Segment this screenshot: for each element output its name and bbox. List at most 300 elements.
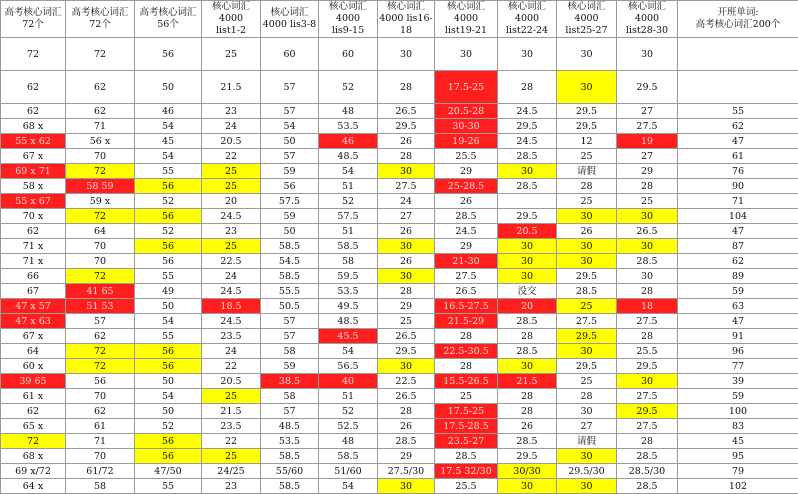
table-cell: 30 — [498, 239, 557, 254]
table-cell: 26.5 — [435, 284, 498, 299]
table-cell: 26 — [557, 224, 617, 239]
table-cell: 51 — [319, 389, 378, 404]
table-cell: 28.5 — [435, 209, 498, 224]
table-cell: 12 — [557, 134, 617, 149]
table-cell: 56 — [135, 254, 202, 269]
table-cell: 30 — [378, 359, 435, 374]
table-cell: 30 — [378, 269, 435, 284]
table-cell: 55 x 67 — [1, 194, 66, 209]
table-cell: 62 — [66, 329, 135, 344]
table-cell: 21.5 — [202, 71, 261, 104]
table-cell: 28.5 — [557, 284, 617, 299]
table-cell: 30 — [617, 38, 678, 71]
table-row — [1, 104, 798, 119]
table-cell: 29.5 — [557, 104, 617, 119]
table-cell: 30 — [498, 359, 557, 374]
column-header — [1, 1, 66, 38]
table-row — [1, 284, 798, 299]
table-cell: 56 — [135, 38, 202, 71]
table-cell: 45 — [135, 134, 202, 149]
table-cell: 29.5 — [617, 71, 678, 104]
table-cell: 28 — [378, 149, 435, 164]
table-cell: 28 — [557, 179, 617, 194]
table-cell: 30 — [617, 209, 678, 224]
table-cell: 52 — [319, 404, 378, 419]
table-cell: 24 — [202, 119, 261, 134]
table-row — [1, 149, 798, 164]
table-cell: 25 — [202, 164, 261, 179]
table-cell: 59 x — [66, 194, 135, 209]
table-cell: 54 — [319, 479, 378, 494]
table-cell: 30 — [498, 479, 557, 494]
table-cell: 67 x — [1, 329, 66, 344]
table-cell: 54 — [261, 119, 319, 134]
table-cell: 27.5/30 — [378, 464, 435, 479]
table-cell: 27.5 — [617, 419, 678, 434]
table-cell: 102 — [678, 479, 798, 494]
table-cell: 21.5 — [202, 404, 261, 419]
table-cell: 62 — [1, 104, 66, 119]
table-cell: 71 x — [1, 239, 66, 254]
table-cell: 70 — [66, 239, 135, 254]
table-cell: 29.5/30 — [557, 464, 617, 479]
table-cell — [678, 38, 798, 71]
table-cell: 52 — [319, 194, 378, 209]
table-cell: 30 — [378, 239, 435, 254]
table-cell: 55 — [135, 329, 202, 344]
table-cell: 30 — [557, 71, 617, 104]
table-cell: 70 — [66, 149, 135, 164]
table-row — [1, 119, 798, 134]
table-cell: 30 — [557, 254, 617, 269]
table-cell: 57 — [261, 104, 319, 119]
table-cell: 28 — [498, 71, 557, 104]
table-cell: 28 — [498, 389, 557, 404]
table-cell: 50 — [135, 299, 202, 314]
table-cell: 54 — [319, 344, 378, 359]
table-cell: 64 x — [1, 479, 66, 494]
table-cell: 24.5 — [202, 284, 261, 299]
table-cell: 30 — [435, 38, 498, 71]
table-cell: 24/25 — [202, 464, 261, 479]
table-cell: 61 x — [1, 389, 66, 404]
table-cell: 30 — [617, 374, 678, 389]
column-header — [557, 1, 617, 38]
table-cell: 69 x 71 — [1, 164, 66, 179]
table-cell: 59 — [261, 359, 319, 374]
table-cell: 39 65 — [1, 374, 66, 389]
table-cell: 30 — [498, 38, 557, 71]
table-row — [1, 404, 798, 419]
table-cell: 59.5 — [319, 269, 378, 284]
table-cell: 52.5 — [319, 419, 378, 434]
table-row — [1, 344, 798, 359]
table-cell: 47/50 — [135, 464, 202, 479]
header-row — [1, 1, 798, 38]
table-cell: 25 — [202, 389, 261, 404]
table-row — [1, 374, 798, 389]
table-cell: 51 — [319, 179, 378, 194]
table-cell: 25 — [435, 389, 498, 404]
table-cell: 30 — [557, 449, 617, 464]
table-cell: 28 — [378, 284, 435, 299]
table-cell: 29 — [378, 449, 435, 464]
table-cell: 69 x/72 — [1, 464, 66, 479]
table-cell: 54.5 — [261, 254, 319, 269]
table-cell: 64 — [1, 344, 66, 359]
table-cell: 26 — [435, 194, 498, 209]
table-cell: 26 — [378, 419, 435, 434]
table-row — [1, 239, 798, 254]
table-cell: 22.5-30.5 — [435, 344, 498, 359]
table-cell: 67 x — [1, 149, 66, 164]
column-header-line: 4000 lis3-8 — [261, 19, 318, 31]
table-cell: 62 — [1, 71, 66, 104]
table-row — [1, 419, 798, 434]
table-cell: 77 — [678, 359, 798, 374]
table-cell: 57 — [261, 71, 319, 104]
column-header — [498, 1, 557, 38]
table-cell: 62 — [66, 104, 135, 119]
table-cell — [498, 194, 557, 209]
table-cell: 28.5 — [498, 149, 557, 164]
table-cell: 71 x — [1, 254, 66, 269]
table-cell: 23.5 — [202, 419, 261, 434]
table-cell: 22.5 — [378, 374, 435, 389]
table-cell: 24.5 — [202, 314, 261, 329]
table-cell: 48 — [319, 104, 378, 119]
table-cell: 30 — [557, 479, 617, 494]
table-cell: 17.5-28.5 — [435, 419, 498, 434]
table-cell: 54 — [135, 119, 202, 134]
table-cell: 48.5 — [319, 314, 378, 329]
table-cell: 58.5 — [261, 269, 319, 284]
column-header-line: 56个 — [135, 19, 201, 31]
table-cell: 50 — [135, 71, 202, 104]
table-cell: 25.5 — [435, 149, 498, 164]
table-cell: 52 — [135, 419, 202, 434]
column-header — [435, 1, 498, 38]
table-cell: 63 — [678, 299, 798, 314]
table-cell: 47 x 57 — [1, 299, 66, 314]
column-header-line: lis9-15 — [319, 25, 377, 37]
table-cell: 29.5 — [498, 209, 557, 224]
table-cell: 30 — [498, 164, 557, 179]
table-cell: 50 — [135, 374, 202, 389]
table-cell: 28.5 — [617, 479, 678, 494]
table-cell: 59 — [678, 389, 798, 404]
table-cell: 58 — [261, 344, 319, 359]
table-cell: 70 x — [1, 209, 66, 224]
table-cell: 58.5 — [261, 479, 319, 494]
table-cell: 29 — [617, 164, 678, 179]
column-header-line: 72个 — [1, 19, 65, 31]
column-header — [202, 1, 261, 38]
table-cell: 30 — [378, 164, 435, 179]
table-cell: 56.5 — [319, 359, 378, 374]
table-cell: 22.5 — [202, 254, 261, 269]
table-cell: 100 — [678, 404, 798, 419]
table-row — [1, 269, 798, 284]
table-cell: 70 — [66, 254, 135, 269]
table-cell: 28 — [378, 71, 435, 104]
table-cell: 26.5 — [378, 389, 435, 404]
table-cell: 17.5-25 — [435, 71, 498, 104]
table-cell: 28.5 — [498, 314, 557, 329]
column-header-line: 高考核心词汇 — [135, 7, 201, 19]
table-cell: 50 — [261, 134, 319, 149]
table-cell: 67 — [1, 284, 66, 299]
table-cell: 22 — [202, 359, 261, 374]
column-header — [617, 1, 678, 38]
table-cell: 66 — [1, 269, 66, 284]
table-cell: 57 — [261, 149, 319, 164]
table-cell: 27.5 — [617, 389, 678, 404]
table-cell: 16.5-27.5 — [435, 299, 498, 314]
table-cell: 24.5 — [435, 224, 498, 239]
column-header-line: 4000 lis16-18 — [378, 13, 434, 37]
table-cell: 76 — [678, 164, 798, 179]
table-cell: 27 — [557, 419, 617, 434]
table-cell: 62 — [1, 404, 66, 419]
table-cell: 18.5 — [202, 299, 261, 314]
table-cell: 70 — [66, 449, 135, 464]
table-row — [1, 179, 798, 194]
table-cell: 53.5 — [319, 119, 378, 134]
column-header-line: 核心词汇4000 — [498, 1, 556, 25]
table-cell: 29.5 — [378, 344, 435, 359]
table-cell: 57.5 — [319, 209, 378, 224]
table-cell: 62 — [1, 224, 66, 239]
table-cell: 20 — [498, 299, 557, 314]
table-cell: 22 — [202, 434, 261, 449]
table-cell: 56 — [135, 449, 202, 464]
column-header-line: 开班单词: — [678, 7, 798, 19]
table-cell: 28.5 — [617, 254, 678, 269]
table-cell: 51 — [319, 224, 378, 239]
table-cell: 27.5 — [378, 179, 435, 194]
table-cell: 26 — [498, 419, 557, 434]
table-row — [1, 209, 798, 224]
table-cell: 51/60 — [319, 464, 378, 479]
table-cell: 72 — [66, 359, 135, 374]
table-cell: 29.5 — [617, 404, 678, 419]
table-cell: 25 — [557, 149, 617, 164]
table-cell: 64 — [66, 224, 135, 239]
table-cell: 24 — [202, 269, 261, 284]
table-cell: 23.5-27 — [435, 434, 498, 449]
table-cell: 30 — [378, 479, 435, 494]
table-row — [1, 224, 798, 239]
table-cell: 30 — [617, 239, 678, 254]
column-header-line: 72个 — [66, 19, 134, 31]
table-cell — [678, 71, 798, 104]
table-cell: 56 — [135, 434, 202, 449]
table-cell: 23 — [202, 479, 261, 494]
table-cell: 26.5 — [378, 329, 435, 344]
column-header-line: 核心词汇4000 — [617, 1, 677, 25]
table-row — [1, 194, 798, 209]
table-cell: 28.5 — [378, 434, 435, 449]
table-cell: 55 x 62 — [1, 134, 66, 149]
table-cell: 51 53 — [66, 299, 135, 314]
column-header-line: list28-30 — [617, 25, 677, 37]
table-cell: 72 — [66, 38, 135, 71]
table-cell: 59 — [261, 209, 319, 224]
table-cell: 58 — [66, 479, 135, 494]
table-cell: 25 — [557, 374, 617, 389]
table-cell: 56 — [135, 344, 202, 359]
column-header-line: 高考核心词汇 — [1, 7, 65, 19]
table-cell: 29.5 — [378, 119, 435, 134]
table-cell: 26.5 — [378, 104, 435, 119]
table-cell: 25 — [557, 194, 617, 209]
table-cell: 68 x — [1, 449, 66, 464]
column-header — [261, 1, 319, 38]
table-cell: 请假 — [557, 434, 617, 449]
table-cell: 30 — [557, 404, 617, 419]
table-cell: 62 — [66, 71, 135, 104]
table-cell: 62 — [678, 119, 798, 134]
table-cell: 58.5 — [319, 449, 378, 464]
table-cell: 24.5 — [498, 104, 557, 119]
table-cell: 47 — [678, 224, 798, 239]
table-cell: 28.5 — [498, 179, 557, 194]
column-header — [66, 1, 135, 38]
table-row — [1, 164, 798, 179]
table-cell: 40 — [319, 374, 378, 389]
table-row — [1, 449, 798, 464]
table-cell: 21-30 — [435, 254, 498, 269]
table-cell: 54 — [135, 389, 202, 404]
table-cell: 89 — [678, 269, 798, 284]
table-cell: 54 — [135, 149, 202, 164]
table-cell: 57 — [66, 314, 135, 329]
table-cell: 30-30 — [435, 119, 498, 134]
table-row — [1, 299, 798, 314]
table-cell: 47 — [678, 314, 798, 329]
table-cell: 48.5 — [319, 149, 378, 164]
table-cell: 29.5 — [557, 119, 617, 134]
column-header-line: list22-24 — [498, 25, 556, 37]
table-cell: 30 — [498, 254, 557, 269]
table-cell: 55/60 — [261, 464, 319, 479]
table-cell: 28.5/30 — [617, 464, 678, 479]
table-cell: 55 — [135, 269, 202, 284]
table-cell: 71 — [678, 194, 798, 209]
table-cell: 60 — [261, 38, 319, 71]
table-cell: 28.5 — [435, 449, 498, 464]
table-cell: 28 — [617, 329, 678, 344]
table-cell: 30/30 — [498, 464, 557, 479]
table-cell: 56 — [135, 239, 202, 254]
table-cell: 17.5 32/30 — [435, 464, 498, 479]
column-header-line: 高考核心词汇 — [66, 7, 134, 19]
table-cell: 59 — [678, 284, 798, 299]
table-row — [1, 389, 798, 404]
table-cell: 54 — [135, 314, 202, 329]
column-header-line: list25-27 — [557, 25, 616, 37]
table-cell: 20.5 — [202, 134, 261, 149]
table-cell: 30 — [557, 209, 617, 224]
table-cell: 25 — [202, 179, 261, 194]
table-cell: 65 x — [1, 419, 66, 434]
table-cell: 83 — [678, 419, 798, 434]
table-cell: 25-28.5 — [435, 179, 498, 194]
table-cell: 50.5 — [261, 299, 319, 314]
table-cell: 53.5 — [319, 284, 378, 299]
table-cell: 48 — [319, 434, 378, 449]
table-cell: 46 — [319, 134, 378, 149]
table-cell: 28 — [498, 404, 557, 419]
table-cell: 23.5 — [202, 329, 261, 344]
table-cell: 29.5 — [557, 269, 617, 284]
table-cell: 25.5 — [617, 344, 678, 359]
table-cell: 48.5 — [261, 419, 319, 434]
table-cell: 57 — [261, 329, 319, 344]
table-cell: 55 — [678, 104, 798, 119]
table-cell: 96 — [678, 344, 798, 359]
column-header-line: 核心词汇4000 — [202, 1, 260, 25]
table-cell: 28.5 — [617, 449, 678, 464]
table-cell: 29.5 — [617, 359, 678, 374]
table-cell: 27.5 — [617, 119, 678, 134]
column-header-line: list19-21 — [435, 25, 497, 37]
table-cell: 60 — [319, 38, 378, 71]
table-row — [1, 254, 798, 269]
table-cell: 25 — [557, 299, 617, 314]
table-cell: 21.5-29 — [435, 314, 498, 329]
table-cell: 62 — [678, 254, 798, 269]
table-cell: 30 — [557, 344, 617, 359]
table-cell: 23 — [202, 224, 261, 239]
table-cell: 23 — [202, 104, 261, 119]
table-row — [1, 71, 798, 104]
table-cell: 22 — [202, 149, 261, 164]
table-cell: 56 — [135, 359, 202, 374]
table-cell: 19 — [617, 134, 678, 149]
table-cell: 58.5 — [261, 239, 319, 254]
table-cell: 56 x — [66, 134, 135, 149]
table-cell: 49.5 — [319, 299, 378, 314]
table-cell: 26 — [378, 224, 435, 239]
table-cell: 29.5 — [557, 329, 617, 344]
table-cell: 29 — [378, 299, 435, 314]
table-cell: 30 — [378, 38, 435, 71]
table-cell: 25.5 — [435, 479, 498, 494]
table-cell: 57 — [261, 314, 319, 329]
table-cell: 30 — [617, 269, 678, 284]
table-cell: 87 — [678, 239, 798, 254]
table-cell: 71 — [66, 119, 135, 134]
table-cell: 72 — [66, 164, 135, 179]
table-cell: 61 — [66, 419, 135, 434]
table-cell: 58 59 — [66, 179, 135, 194]
table-cell: 28.5 — [498, 434, 557, 449]
table-cell: 25 — [617, 194, 678, 209]
table-cell: 28 — [435, 359, 498, 374]
column-header-line: 高考核心词汇200个 — [678, 19, 798, 31]
table-cell: 55 — [135, 164, 202, 179]
table-cell: 58 — [319, 254, 378, 269]
table-cell: 58 x — [1, 179, 66, 194]
table-cell: 79 — [678, 464, 798, 479]
table-cell: 47 — [678, 134, 798, 149]
table-cell: 29 — [435, 239, 498, 254]
table-row — [1, 359, 798, 374]
table-cell: 60 x — [1, 359, 66, 374]
table-cell: 28 — [378, 404, 435, 419]
